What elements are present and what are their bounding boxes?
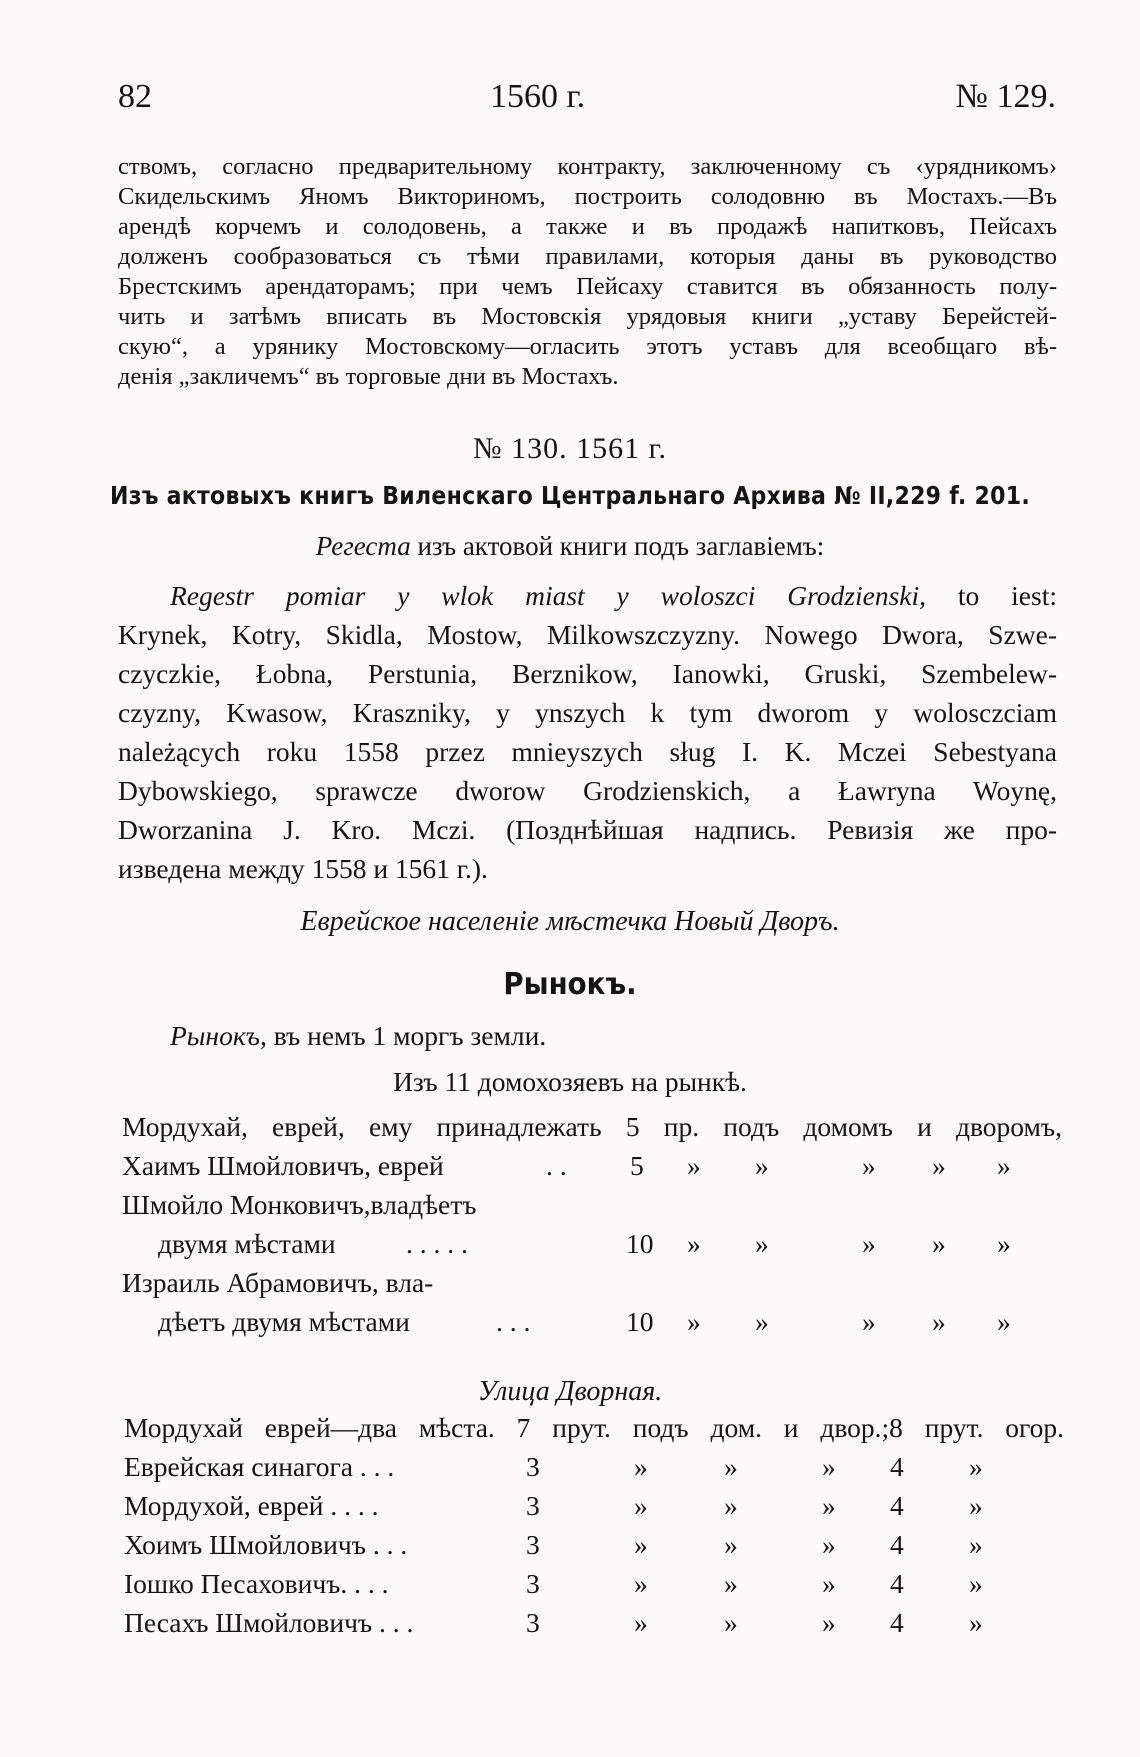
- market-heading: Рынокъ.: [503, 967, 637, 1002]
- table-header-row: Мордухай еврей—два мѣста. 7 прут. подъ дом. и двор.;8 прут. огор.: [124, 1412, 1064, 1443]
- latin-title-tail: to iest:: [957, 580, 1057, 611]
- latin-title: Regestr pomiar y wlok miast y woloszci Grodzienski,: [170, 580, 927, 611]
- text-line: скую“, а урянику Мостовскому—огласить этотъ уставъ для всеобщаго вѣ-: [118, 333, 1057, 360]
- cell-value: 4: [890, 1607, 904, 1638]
- cell-value: 3: [526, 1607, 540, 1638]
- ditto-mark: »: [822, 1607, 836, 1638]
- cell-value: 4: [890, 1490, 904, 1521]
- ditto-mark: »: [755, 1228, 769, 1259]
- ditto-mark: »: [969, 1607, 983, 1638]
- table-row: [122, 1146, 1062, 1185]
- cell-value: 5: [630, 1150, 644, 1181]
- market-word: Рынокъ,: [170, 1020, 267, 1051]
- text-line: czyzny, Kwasow, Kraszniky, y ynszych k tym dworom y wolosczciam: [118, 697, 1057, 728]
- table-row: [122, 1107, 1062, 1146]
- ditto-mark: »: [822, 1490, 836, 1521]
- owner-name: Мордухой, еврей . . . .: [124, 1490, 379, 1521]
- ditto-mark: »: [724, 1607, 738, 1638]
- ditto-mark: »: [687, 1228, 701, 1259]
- leader-dots: . . .: [496, 1306, 531, 1337]
- regest-word: Регеста: [315, 531, 411, 561]
- leader-dots: . . .: [359, 1451, 395, 1482]
- ditto-mark: »: [862, 1228, 876, 1259]
- table-row: [124, 1525, 1064, 1564]
- ditto-mark: »: [932, 1150, 946, 1181]
- ditto-mark: »: [822, 1451, 836, 1482]
- owner-name: Еврейская синагога . . .: [124, 1451, 395, 1482]
- ditto-mark: »: [862, 1150, 876, 1181]
- text-line: [118, 576, 1057, 615]
- cell-value: 3: [526, 1529, 540, 1560]
- regest-heading: [0, 531, 1140, 562]
- text-line: изведена между 1558 и 1561 г.).: [118, 853, 488, 884]
- ditto-mark: »: [634, 1607, 648, 1638]
- cell-value: 10: [626, 1228, 654, 1259]
- ditto-mark: »: [634, 1568, 648, 1599]
- ditto-mark: »: [969, 1490, 983, 1521]
- market-count: Изъ 11 домохозяевъ на рынкѣ.: [393, 1066, 747, 1097]
- leader-dots: . . . . .: [406, 1228, 468, 1259]
- text-line: Брестскимъ арендаторамъ; при чемъ Пейсаху ставится въ обязанность полу-: [118, 273, 1057, 300]
- running-head: [118, 78, 1056, 124]
- market-area: въ немъ 1 моргъ земли.: [273, 1020, 547, 1051]
- owner-name: Израиль Абрамовичъ, вла-: [122, 1267, 434, 1298]
- table-header-row: Мордухай, еврей, ему принадлежать 5 пр. подъ домомъ и дворомъ,: [122, 1111, 1062, 1142]
- page-number: 82: [118, 78, 152, 115]
- cell-value: 4: [890, 1529, 904, 1560]
- document-number-header: № 129.: [955, 78, 1056, 115]
- leader-dots: . . .: [354, 1568, 389, 1599]
- ditto-mark: »: [687, 1150, 701, 1181]
- text-line: долженъ сообразоваться съ тѣми правилами, которыя даны въ руководство: [118, 243, 1057, 270]
- ditto-mark: »: [969, 1529, 983, 1560]
- table-row: [124, 1408, 1064, 1447]
- text-line: Скидельскимъ Яномъ Викториномъ, построить солодовню въ Мостахъ.—Въ: [118, 183, 1057, 210]
- section-subtitle: Еврейское населеніе мѣстечка Новый Дворъ.: [300, 906, 840, 937]
- table-row: [122, 1224, 1062, 1263]
- cell-value: 4: [890, 1568, 904, 1599]
- ditto-mark: »: [755, 1150, 769, 1181]
- street-table: [124, 1408, 1064, 1642]
- market-table: [122, 1107, 1062, 1341]
- ditto-mark: »: [822, 1568, 836, 1599]
- ditto-mark: »: [932, 1228, 946, 1259]
- ditto-mark: »: [634, 1529, 648, 1560]
- market-line: [170, 1020, 546, 1052]
- ditto-mark: »: [724, 1529, 738, 1560]
- ditto-mark: »: [634, 1490, 648, 1521]
- leader-dots: . . .: [379, 1607, 414, 1638]
- cell-value: 10: [626, 1306, 654, 1337]
- owner-name: Хоимъ Шмойловичъ . . .: [124, 1529, 408, 1560]
- continuation-paragraph: [118, 152, 1057, 392]
- text-line: арендѣ корчемъ и солодовень, а также и въ продажѣ напитковъ, Пейсахъ: [118, 213, 1057, 240]
- ditto-mark: »: [724, 1451, 738, 1482]
- ditto-mark: »: [969, 1568, 983, 1599]
- table-row: [122, 1263, 1062, 1302]
- street-heading: Улица Дворная.: [477, 1376, 663, 1407]
- owner-name: Шмойло Монковичъ,владѣетъ: [122, 1189, 477, 1220]
- ditto-mark: »: [862, 1306, 876, 1337]
- latin-title-paragraph: [118, 576, 1057, 888]
- archive-source: Изъ актовыхъ книгъ Виленскаго Центральнаго Архива № II,229 f. 201.: [110, 481, 1030, 510]
- ditto-mark: »: [687, 1306, 701, 1337]
- table-row: [122, 1185, 1062, 1224]
- cell-value: 3: [526, 1451, 540, 1482]
- owner-name: Хаимъ Шмойловичъ, еврей: [122, 1150, 444, 1181]
- text-line: денія „закличемъ“ въ торговые дни въ Мостахъ.: [118, 363, 619, 390]
- text-line: чить и затѣмъ вписать въ Мостовскія урядовыя книги „уставу Берейстей-: [118, 303, 1057, 330]
- owner-name-continuation: двумя мѣстами: [158, 1228, 336, 1259]
- owner-name: Песахъ Шмойловичъ . . .: [124, 1607, 414, 1638]
- text-line: Dworzanina J. Kro. Mczi. (Позднѣйшая надпись. Ревизія же про-: [118, 814, 1057, 845]
- table-row: [124, 1603, 1064, 1642]
- ditto-mark: »: [997, 1228, 1011, 1259]
- ditto-mark: »: [997, 1150, 1011, 1181]
- cell-value: 4: [890, 1451, 904, 1482]
- text-line: czyczkie, Łobna, Perstunia, Berznikow, Ianowki, Gruski, Szembelew-: [118, 658, 1057, 689]
- owner-name-continuation: дѣетъ двумя мѣстами: [158, 1306, 410, 1337]
- owner-name: Іошко Песаховичъ. . . .: [124, 1568, 389, 1599]
- text-line: Krynek, Kotry, Skidla, Mostow, Milkowszczyzny. Nowego Dwora, Szwe-: [118, 619, 1057, 650]
- ditto-mark: »: [822, 1529, 836, 1560]
- ditto-mark: »: [724, 1568, 738, 1599]
- leader-dots: . . .: [372, 1529, 408, 1560]
- ditto-mark: »: [634, 1451, 648, 1482]
- text-line: Dybowskiego, sprawcze dworow Grodzienskich, a Ławryna Woynę,: [118, 775, 1057, 806]
- leader-dots: . . . .: [330, 1490, 379, 1521]
- document-number: № 130. 1561 г.: [472, 432, 668, 465]
- text-line: ствомъ, согласно предварительному контракту, заключенному съ ‹урядникомъ›: [118, 153, 1057, 180]
- ditto-mark: »: [997, 1306, 1011, 1337]
- ditto-mark: »: [932, 1306, 946, 1337]
- page-year: 1560 г.: [490, 78, 586, 115]
- ditto-mark: »: [969, 1451, 983, 1482]
- ditto-mark: »: [724, 1490, 738, 1521]
- cell-value: 3: [526, 1568, 540, 1599]
- table-row: [124, 1447, 1064, 1486]
- table-row: [124, 1486, 1064, 1525]
- ditto-mark: »: [755, 1306, 769, 1337]
- leader-dots: . .: [546, 1150, 567, 1181]
- cell-value: 3: [526, 1490, 540, 1521]
- regest-rest: изъ актовой книги подъ заглавіемъ:: [417, 531, 825, 561]
- text-line: należących roku 1558 przez mnieyszych sług I. K. Mczei Sebestyana: [118, 736, 1057, 767]
- table-row: [124, 1564, 1064, 1603]
- table-row: [122, 1302, 1062, 1341]
